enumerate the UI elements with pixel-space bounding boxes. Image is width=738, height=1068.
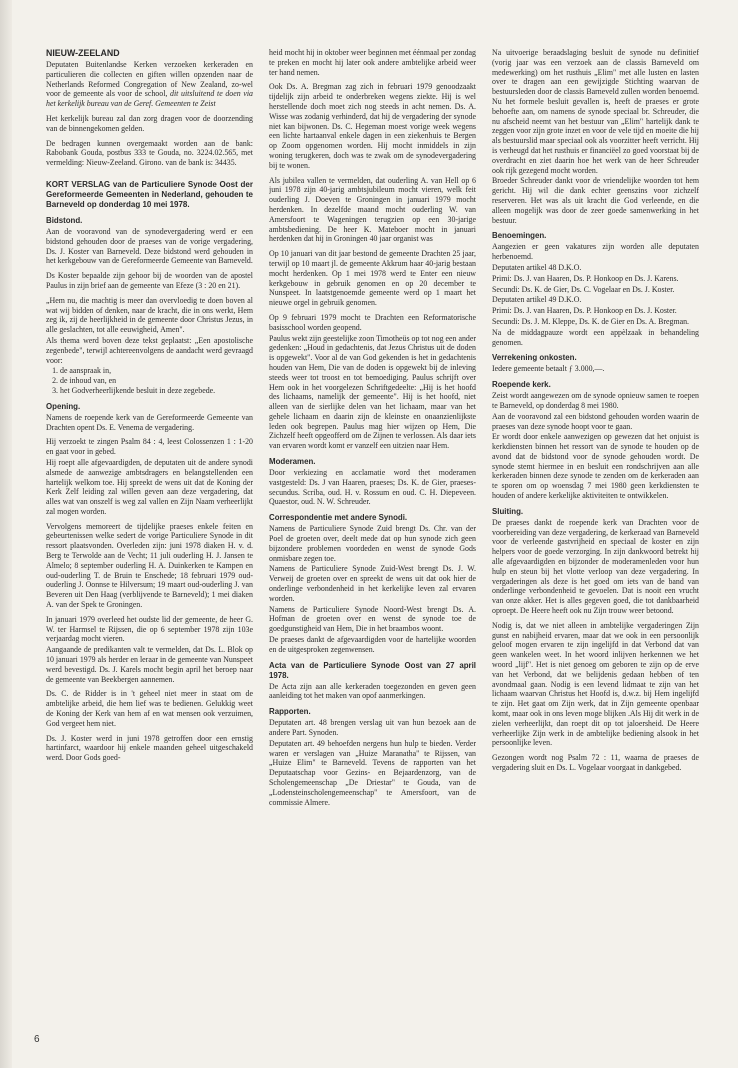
paragraph: Hij roept alle afgevaardigden, de deputaten uit de andere synodi alsmede de aanwezige ambtsdragers en belangstellenden een hartelijk welkom toe. Hij spreekt de wens uit dat de Koning der Kerk Zelf leiding zal willen geven aan deze vergadering, dat alles wat van onszelf is weg zal vallen en Zijn Naam verheerlijkt zal mogen worden. bbox=[46, 457, 253, 516]
page-number: 6 bbox=[34, 1034, 40, 1045]
paragraph: Primi: Ds. J. van Haaren, Ds. P. Honkoop en Ds. J. Koster. bbox=[492, 306, 677, 316]
paragraph: heid mocht hij in oktober weer beginnen met éénmaal per zondag te preken en mocht hij later ook andere ambtelijke arbeid weer ter hand nemen. bbox=[269, 48, 476, 77]
paragraph: De praeses dankt de roepende kerk van Drachten voor de voorbereiding van deze vergadering, de kerkeraad van Barneveld voor de verleende gastvrijheid en speciaal de koster en zijn helpers voor de goede verzorging. In zijn dankwoord betrekt hij alle afgevaardigden en bijzonder de moderamenleden voor hun hulp en steun bij het vlotte verloop van deze vergadering. In vergaderingen als deze is het goed om iets van de band van onderlinge verbondenheid te gevoelen. Dat is nooit een vrucht van onze akker. Het is alles gegeven goed, die tot dankbaarheid oproept. De Heere heeft ook nu Zijn trouw weer betoond. bbox=[492, 517, 699, 616]
list-item: 3. het Godverheerlijkende besluit in deze zegebede. bbox=[60, 386, 253, 396]
section-title-nieuw-zeeland: NIEUW-ZEELAND bbox=[46, 48, 120, 58]
heading-benoemingen: Benoemingen. bbox=[492, 231, 547, 241]
paragraph: Hij verzoekt te zingen Psalm 84 : 4, leest Colossenzen 1 : 1-20 en gaat voor in gebed. bbox=[46, 437, 253, 457]
paragraph: Er wordt door enkele aanwezigen op gewezen dat het onjuist is kerkdiensten binnen het ressort van de synode te houden op de avond dat de bidstond voor de synode gehouden wordt. De synode stemt hiermee in en besluit een rondschrijven aan alle kerkeraden binnen deze synode te zenden om de kerkeraden aan te sporen om op woensdag 7 mei 1980 geen kerkdiensten te houden of andere kerkelijke aktiviteiten te ontwikkelen. bbox=[492, 432, 699, 501]
paragraph: De praeses dankt de afgevaardigden voor de hartelijke woorden en de uitgesproken zegenwensen. bbox=[269, 635, 476, 654]
paragraph: Primi: Ds. J. van Haaren, Ds. P. Honkoop en Ds. J. Karens. bbox=[492, 273, 679, 283]
paragraph: Na de middagpauze wordt een appèlzaak in behandeling genomen. bbox=[492, 327, 699, 347]
heading-correspondentie: Correspondentie met andere Synodi. bbox=[269, 513, 408, 523]
paragraph: Deputaten art. 48 brengen verslag uit van hun bezoek aan de andere Part. Synoden. bbox=[269, 718, 476, 738]
heading-acta: Acta van de Particuliere Synode Oost van 27 april 1978. bbox=[269, 660, 476, 680]
paragraph: Zeist wordt aangewezen om de synode opnieuw samen te roepen te Barneveld, op donderdag 8 mei 1980. bbox=[492, 391, 699, 410]
paragraph: Na uitvoerige beraadslaging besluit de synode nu definitief (vorig jaar was een verzoek aan de classis Barneveld om medewerking) om het rusthuis „Elim" met alle lusten en lasten over te dragen aan een gewijzigde Stichting waarvan de bestuursleden door de classis Barneveld zullen worden benoemd. Nu het formele besluit gevallen is, heeft de praeses er grote behoefte aan, om namens de synode speciaal br. Schreuder, die nu afscheid neemt van het bestuur van „Elim" hartelijk dank te zeggen voor zijn grote inzet en voor de vele tijd en moeite die hij als bestuurslid maar speciaal ook als voorzitter heeft verricht. Hij is verheugd dat het rusthuis er financiëel zo goed voorstaat bij de overdracht en ziet daarin hoe het werk van de heer Schreuder ook rijk gezegend mocht worden. bbox=[492, 48, 699, 175]
paragraph: Secundi: Ds. J. M. Kleppe, Ds. K. de Gier en Ds. A. Bregman. bbox=[492, 316, 690, 326]
paragraph: In januari 1979 overleed het oudste lid der gemeente, de heer G. W. ter Harmsel te Rijssen, die op 6 september 1978 zijn 103e verjaardag mocht vieren. bbox=[46, 614, 253, 644]
paragraph: Namens de roepende kerk van de Gereformeerde Gemeente van Drachten opent Ds. E. Venema de vergadering. bbox=[46, 412, 253, 432]
heading-moderamen: Moderamen. bbox=[269, 457, 316, 467]
heading-opening: Opening. bbox=[46, 401, 81, 411]
paragraph: Nodig is, dat we niet alleen in ambtelijke vergaderingen Zijn gunst en nabijheid ervaren, maar dat we ook in een persoonlijk geloof mogen ervaren te zijn ingelijfd in dat Verbond dat van geen wankelen weet. In het woord inlijven herkennen we het woord „lijf". Het is niet genoeg om geboren te zijn op de erve van het Verbond, dat we belijdenis gedaan hebben of ten avondmaal gaan. Nodig is een levend lidmaat te zijn van het lichaam waarvan Christus het Hoofd is, d.w.z. bij Hem ingelijfd te zijn. Het gaat om Zijn werk, dat in Zijn gemeente openbaar komt, maar ook in ons leven moge blijken .Als Hij dit werk in de zielen verheerlijkt, dan roept dit op tot jaloersheid. De Heere verheerlijke Zijn werk in de ambtelijke bediening alsook in het persoonlijke leven. bbox=[492, 620, 699, 748]
paragraph: Namens de Particuliere Synode Noord-West brengt Ds. A. Hofman de groeten over en wenst de synode toe de goedgunstigheid van Hem, Die in het braambos woont. bbox=[269, 604, 476, 634]
paragraph: Aangezien er geen vakatures zijn worden alle deputaten herbenoemd. bbox=[492, 242, 699, 262]
heading-roepende-kerk: Roepende kerk. bbox=[492, 380, 551, 390]
paragraph: Deputaten artikel 49 D.K.O. bbox=[492, 295, 582, 305]
paragraph: Secundi: Ds. K. de Gier, Ds. C. Vogelaar en Ds. J. Koster. bbox=[492, 284, 675, 294]
paragraph: Deputaten art. 49 behoefden nergens hun hulp te bieden. Verder waren er verslagen van „Huize Maranatha" te Rijssen, van „Huize Elim" te Barneveld. Tevens de rapporten van het Deputaatschap voor Gezins- en Bejaardenzorg, van de Scholengemeenschap „De Driestar" te Gouda, van de „Lodensteinscholengemeenschap" te Amersfoort, van de commissie Almere. bbox=[269, 738, 476, 807]
column-1 bbox=[46, 48, 253, 1038]
paragraph: De Acta zijn aan alle kerkeraden toegezonden en geven geen aanleiding tot het maken van opof aanmerkingen. bbox=[269, 681, 476, 701]
heading-verrekening: Verrekening onkosten. bbox=[492, 353, 577, 363]
paragraph-quote: „Hem nu, die machtig is meer dan overvloedig te doen boven al wat wij bidden of denken, naar de kracht, die in ons werkt, Hem zeg ik, zij de heerlijkheid in de gemeente door Christus Jezus, in alle geslachten, tot alle eeuwigheid, Amen". bbox=[46, 295, 253, 335]
paragraph: Iedere gemeente betaalt ƒ 3.000,—. bbox=[492, 364, 605, 374]
paragraph: Als jubilea vallen te vermelden, dat ouderling A. van Hell op 6 juni 1978 zijn 40-jarig ambtsjubileum mocht vieren, welk feit ouderling J. Doeven te Groningen in januari 1979 mocht herdenken. In dezelfde maand mocht ouderling W. van Amersfoort te Wageningen terugzien op een 30-jarige ambtsbediening. De heer K. Mateboer mocht in januari herdenken dat hij in Groningen 40 jaar organist was bbox=[269, 175, 476, 244]
paragraph: Het kerkelijk bureau zal dan zorg dragen voor de doorzending van de binnengekomen gelden. bbox=[46, 113, 253, 133]
paragraph: Vervolgens memoreert de tijdelijke praeses enkele feiten en gebeurtenissen welke sedert de vorige Particuliere Synode in dit ressort plaatsvonden. Overleden zijn: juni 1978 diaken H. v. d. Berg te Terwolde aan de Vecht; 11 juli ouderling H. J. Jansen te Almelo; 8 september ouderling H. A. Duinkerken te Kampen en oud-ouderling T. de Bruin te Enschede; 18 februari 1979 oud-ouderling J. Oonnse te Hilversum; 19 maart oud-ouderling J. van Beveren uit Den Haag (verblijvende te Barneveld); 1 mei diaken A. van der Spek te Groningen. bbox=[46, 521, 253, 610]
paragraph: Aan de vooravond zal een bidstond gehouden worden waarin de praeses van deze synode hoopt voor te gaan. bbox=[492, 411, 699, 431]
paragraph: Gezongen wordt nog Psalm 72 : 11, waarna de praeses de vergadering sluit en Ds. L. Vogelaar voorgaat in dankgebed. bbox=[492, 753, 699, 772]
paragraph: Broeder Schreuder dankt voor de vriendelijke woorden tot hem gericht. Hij wil die dank echter geenszins voor zichzelf reserveren. Het was als uit kracht die God verleende, en die alleen mogelijk was door de zeer goede samenwerking in het bestuur. bbox=[492, 176, 699, 225]
article-columns bbox=[46, 48, 700, 1038]
paragraph: Ds. C. de Ridder is in 't geheel niet meer in staat om de ambtelijke arbeid, die hem lief was te bedienen. Gelukkig weet de Koning der Kerk van hem af en wat mensen ook verzuimen, God vergeet hem niet. bbox=[46, 689, 253, 728]
paragraph: Door verkiezing en acclamatie word thet moderamen vastgesteld: Ds. J van Haaren, praeses; Ds. K. de Gier, praeses-secundus. Scriba, oud. H. v. Rossum en oud. C. H. Diepeveen. Quaestor, oud. N. W. Schreuder. bbox=[269, 468, 476, 507]
heading-sluiting: Sluiting. bbox=[492, 506, 524, 516]
paragraph: Namens de Particuliere Synode Zuid brengt Ds. Chr. van der Poel de groeten over, deelt mede dat op hun synode zich geen bijzondere problemen voordeden en wenst de synode Gods onmisbare zegen toe. bbox=[269, 524, 476, 563]
paragraph: Op 9 februari 1979 mocht te Drachten een Reformatorische basisschool worden geopend. bbox=[269, 312, 476, 332]
paragraph: Deputaten artikel 48 D.K.O. bbox=[492, 262, 582, 272]
list-item: 2. de inhoud van, en bbox=[60, 376, 253, 386]
paragraph: De bedragen kunnen overgemaakt worden aan de bank: Rabobank Gouda, postbus 333 te Gouda, no. 3224.02.565, met vermelding: Nieuw-Zeeland. Girono. van de bank is: 34435. bbox=[46, 138, 253, 168]
page-binding-shadow bbox=[0, 0, 12, 1068]
heading-rapporten: Rapporten. bbox=[269, 707, 311, 717]
paragraph: Op 10 januari van dit jaar bestond de gemeente Drachten 25 jaar, terwijl op 10 maart jl. de gemeente Akkrum haar 40-jarig bestaan mocht herdenken. Op 1 mei 1978 werd te Enter een nieuw kerkgebouw in gebruik genomen en op 20 december te Nunspeet. In laatstgenoemde gemeente werd op 1 maart het nieuwe orgel in gebruik genomen. bbox=[269, 249, 476, 308]
paragraph: Ds Koster bepaalde zijn gehoor bij de woorden van de apostel Paulus in zijn brief aan de gemeente van Efeze (3 : 20 en 21). bbox=[46, 271, 253, 290]
report-title: KORT VERSLAG van de Particuliere Synode Oost der Gereformeerde Gemeenten in Nederland, gehouden te Barneveld op donderdag 10 mei 1978. bbox=[46, 179, 253, 209]
paragraph: Ook Ds. A. Bregman zag zich in februari 1979 genoodzaakt tijdelijk zijn arbeid te onderbreken wegens ziekte. Hij is wel herstellende doch moet zich nog steeds in acht nemen. Ds. A. Wisse was zodanig verhinderd, dat hij de vergadering der synode niet kan bijwonen. Ds. C. Hegeman moest vorige week wegens een lichte hartaanval enkele dagen in een ziekenhuis te Bergen op Zoom opgenomen worden. Hij mocht inmiddels in zijn woning terugkeren, doch was te zwak om de synodevergadering bij te wonen. bbox=[269, 82, 476, 170]
list-item: 1. de aanspraak in, bbox=[60, 366, 253, 376]
paragraph: Ds. J. Koster werd in juni 1978 getroffen door een ernstig hartinfarct, waardoor hij enkele maanden geheel uitgeschakeld werd. Door Gods goed- bbox=[46, 733, 253, 763]
paragraph: Paulus wekt zijn geestelijke zoon Timotheüs op tot nog een ander gedenken: „Houd in gedachtenis, dat Jezus Christus uit de doden is opgewekt". Voor al de van God gekenden is het in gedachtenis houden van Hem, Die van de doden is opgewekt bij de inleving steeds weer tot troost en tot bemoediging. Paulus schrijft over Hem ook in het voorgelezen Schriftgedeelte: „Hij is het hoofd des lichaams, namelijk der gemeente". Hij is het hoofd, niet alleen van de sierlijke delen van het lichaam, maar van het gehele lichaam en daarin zijn de kleinste en onaanzienlijkste leden ook begrepen. Paulus mag hier wijzen op Hem, Die Zichzelf heeft opgeofferd om de Zijnen te verlossen. Als daar iets van ervaren wordt komt er vanzelf een uitzien naar Hem. bbox=[269, 333, 476, 451]
column-2 bbox=[269, 48, 476, 1038]
heading-bidstond: Bidstond. bbox=[46, 215, 83, 225]
sermon-points-list bbox=[46, 366, 253, 395]
paragraph: Als thema werd boven deze tekst geplaatst: „Een apostolische zegenbede", terwijl achtereenvolgens de aandacht werd gevraagd voor: bbox=[46, 335, 253, 365]
paragraph: Aan de vooravond van de synodevergadering werd er een bidstond gehouden door de praeses van de vorige vergadering, Ds. J. Koster van Barneveld. Deze bidstond werd gehouden in het kerkgebouw van de Gereformeerde Gemeente van Barneveld. bbox=[46, 226, 253, 266]
paragraph: Namens de Particuliere Synode Zuid-West brengt Ds. J. W. Verweij de groeten over en spreekt de wens uit dat ook hier de onderlinge verbondenheid in het kerkelijke leven zal ervaren worden. bbox=[269, 564, 476, 603]
paragraph: Aangaande de predikanten valt te vermelden, dat Ds. L. Blok op 10 januari 1979 als herder en leraar in de gemeente van Nunspeet werd bevestigd. Ds. J. Karels mocht begin april het beroep naar de gemeente van Beekbergen aannemen. bbox=[46, 645, 253, 684]
paragraph: Deputaten Buitenlandse Kerken verzoeken kerkeraden en particulieren die collecten en giften willen opzenden naar de Netherlands Reformed Congregation of New Zealand, zo-wel voor de gemeente als voor de school, dit uitsluitend te doen via het kerkelijk bureau van de Geref. Gemeenten te Zeist bbox=[46, 60, 253, 109]
column-3 bbox=[492, 48, 699, 1038]
